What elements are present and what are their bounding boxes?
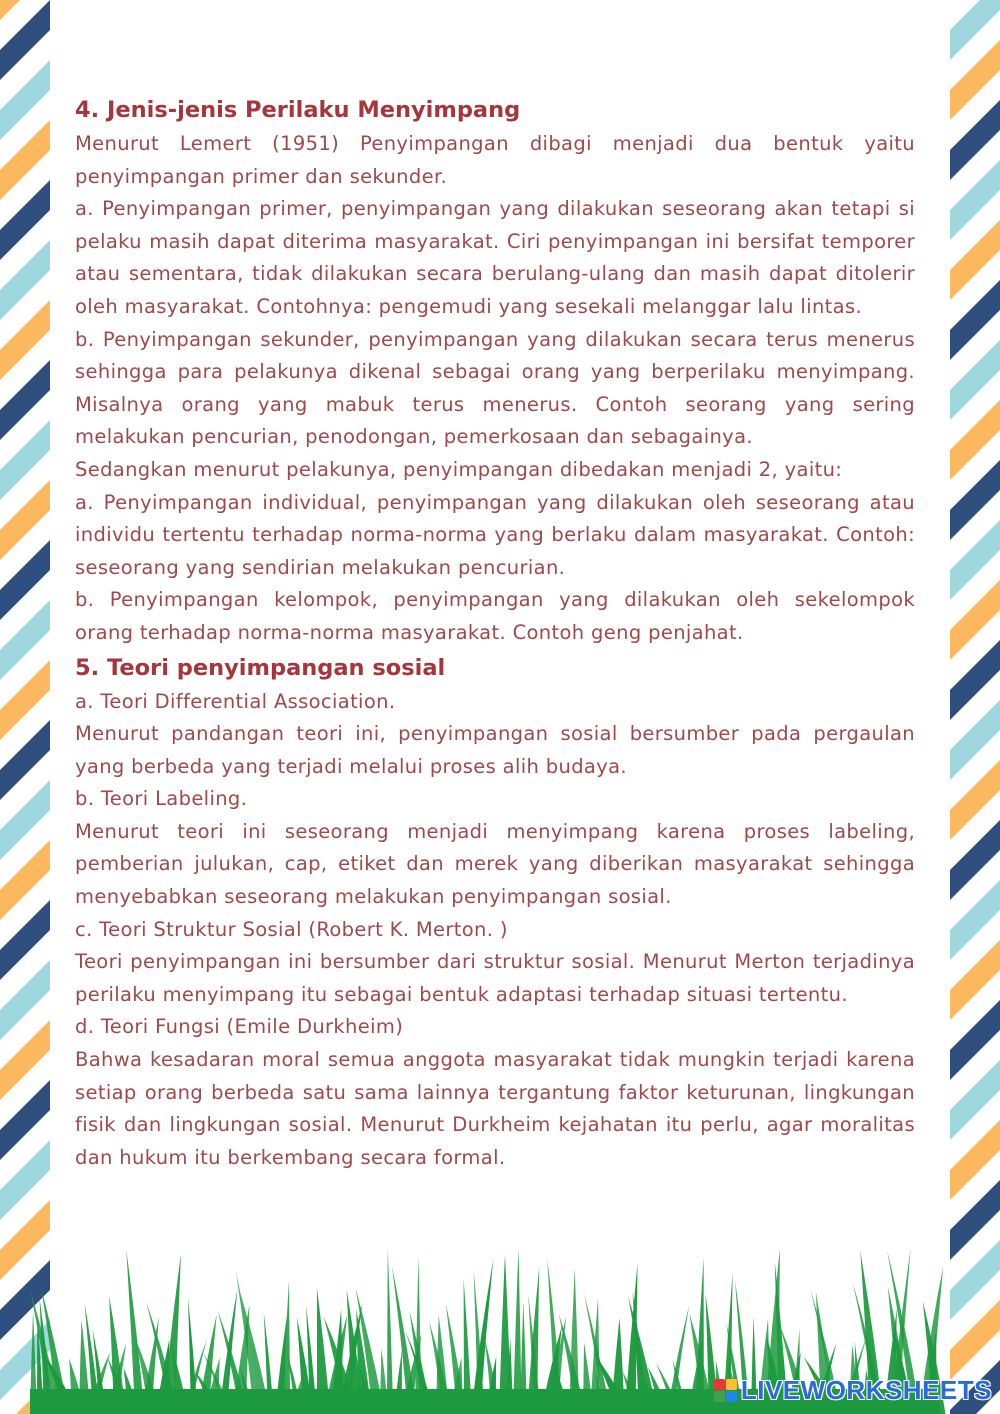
grass-blade xyxy=(387,1249,393,1414)
section-4-heading: 4. Jenis-jenis Perilaku Menyimpang xyxy=(75,97,521,123)
right-stripe-border xyxy=(950,0,1000,1414)
section-4-paragraph: Sedangkan menurut pelakunya, penyimpangan dibedakan menjadi 2, yaitu: xyxy=(75,457,843,481)
section-4-paragraph: b. Penyimpangan kelompok, penyimpangan yang dilakukan oleh sekelompok orang terhadap norma-norma masyarakat. Contoh geng penjahat. xyxy=(75,588,915,644)
section-4-paragraph: Menurut Lemert (1951) Penyimpangan dibagi menjadi dua bentuk yaitu penyimpangan primer dan sekunder. xyxy=(75,132,915,188)
section-5-heading: 5. Teori penyimpangan sosial xyxy=(75,654,446,681)
theory-title: a. Teori Differential Association. xyxy=(75,689,396,713)
logo-cell xyxy=(726,1391,737,1402)
liveworksheets-logo-icon xyxy=(714,1379,737,1402)
grass-blade xyxy=(394,1350,402,1414)
theory-description: Bahwa kesadaran moral semua anggota masyarakat tidak mungkin terjadi karena setiap orang berbeda satu sama lainnya tergantung faktor keturunan, lingkungan fisik dan lingkungan sosial. Menurut Durkheim kejahatan itu perlu, agar moralitas dan hukum itu berkembang secara formal. xyxy=(75,1048,915,1169)
grass-blade xyxy=(513,1249,522,1414)
section-4-paragraph: a. Penyimpangan primer, penyimpangan yang dilakukan seseorang akan tetapi si pelaku masih dapat diterima masyarakat. Ciri penyimpangan ini bersifat temporer atau sementara, tidak dilakukan secara berulang-ulang dan masih dapat ditolerir oleh masyarakat. Contohnya: pengemudi yang sesekali melanggar lalu lintas. xyxy=(75,197,915,318)
section-4-paragraph: b. Penyimpangan sekunder, penyimpangan yang dilakukan secara terus menerus sehingga para pelakunya dikenal sebagai orang yang berperilaku menyimpang. Misalnya orang yang mabuk terus menerus. Contoh seorang yang sering melakukan pencurian, penodongan, pemerkosaan dan sebagainya. xyxy=(75,327,915,449)
watermark-text: LIVEWORKSHEETS xyxy=(740,1375,992,1405)
logo-cell xyxy=(714,1379,725,1390)
left-stripe-pattern xyxy=(0,0,50,1414)
theory-description: Teori penyimpangan ini bersumber dari struktur sosial. Menurut Merton terjadinya perilaku menyimpang itu sebagai bentuk adaptasi terhadap situasi tertentu. xyxy=(75,950,915,1006)
grass-blade xyxy=(520,1302,527,1414)
theory-title: d. Teori Fungsi (Emile Durkheim) xyxy=(75,1015,404,1039)
theory-description: Menurut pandangan teori ini, penyimpangan sosial bersumber pada pergaulan yang berbeda yang terjadi melalui proses alih budaya. xyxy=(75,722,915,778)
liveworksheets-watermark xyxy=(714,1375,992,1406)
section-4-paragraph: a. Penyimpangan individual, penyimpangan yang dilakukan oleh seseorang atau individu tertentu terhadap norma-norma yang berlaku dalam masyarakat. Contoh: seseorang yang sendirian melakukan pencurian. xyxy=(75,490,915,579)
grass-blade xyxy=(464,1279,472,1414)
grass-blade xyxy=(30,1310,37,1414)
right-stripe-pattern xyxy=(950,0,1000,1414)
left-stripe-border xyxy=(0,0,50,1414)
theory-title: b. Teori Labeling. xyxy=(75,787,248,811)
logo-cell xyxy=(714,1391,725,1402)
theory-description: Menurut teori ini seseorang menjadi menyimpang karena proses labeling, pemberian julukan, cap, etiket dan merek yang diberikan masyarakat sehingga menyebabkan seseorang melakukan penyimpangan sosial. xyxy=(75,819,915,909)
logo-cell xyxy=(726,1379,737,1390)
document-body xyxy=(75,92,915,1174)
theory-title: c. Teori Struktur Sosial (Robert K. Merton. ) xyxy=(75,917,508,941)
